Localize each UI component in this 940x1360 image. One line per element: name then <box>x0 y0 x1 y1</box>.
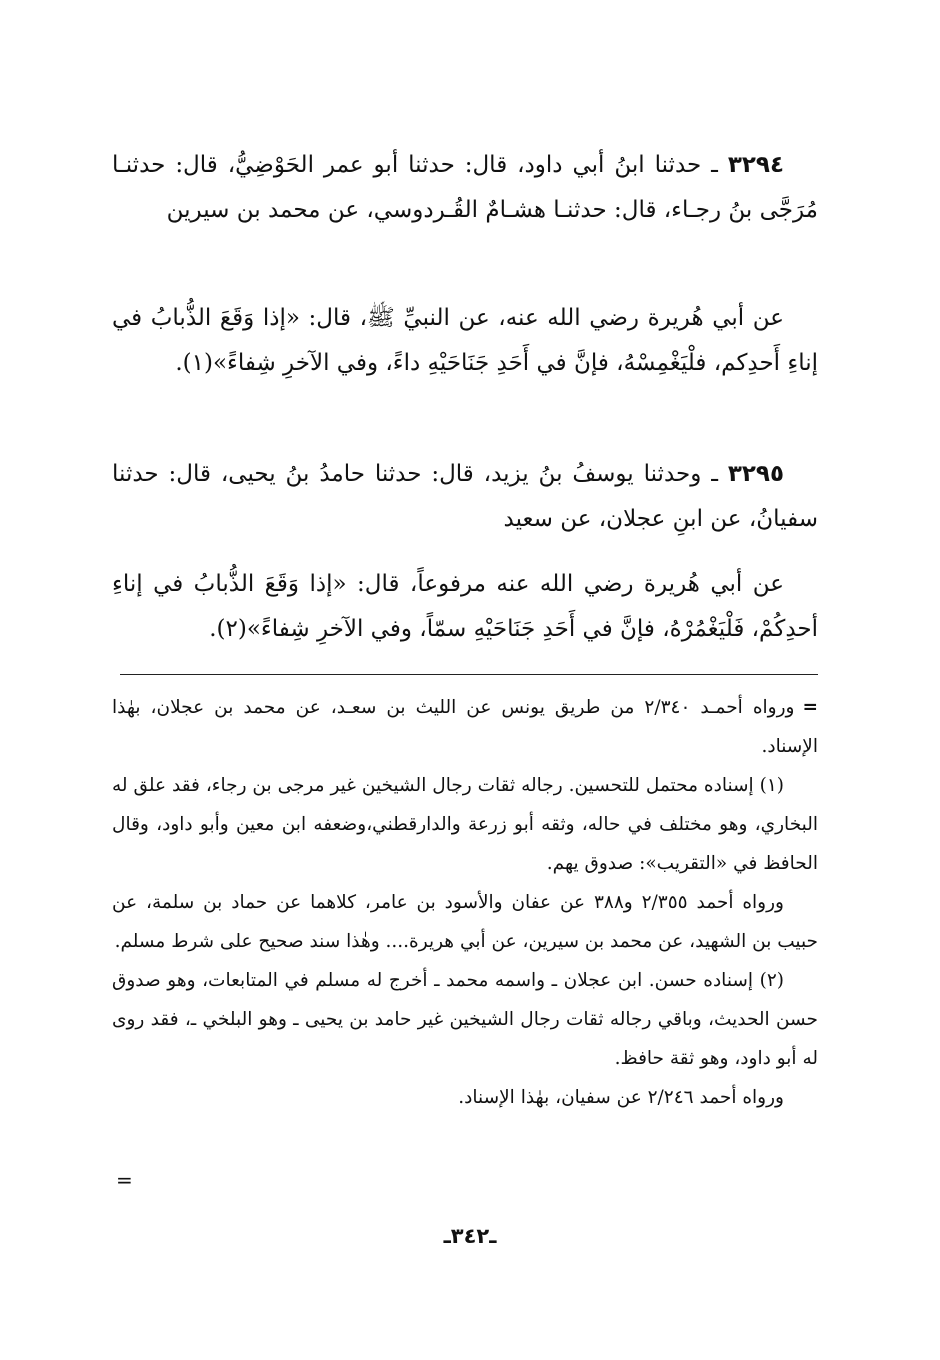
hadith-3294-isnad <box>112 143 818 233</box>
hadith-number: ٣٢٩٥ <box>727 461 785 487</box>
footnote-2-paragraph-2: ورواه أحمد ٢/٢٤٦ عن سفيان، بهٰذا الإسناد. <box>458 1087 784 1108</box>
isnad-text: ـ وحدثنا يوسفُ بنُ يزيد، قال: حدثنا حامدُ بنُ يحيى، قال: حدثنا سفيانُ، عن ابنِ عجلان، عن سعيد <box>112 461 818 532</box>
footnote-1-paragraph-1: (١) إسناده محتمل للتحسين. رجاله ثقات رجال الشيخين غير مرجى بن رجاء، فقد علق له البخاري، وهو مختلف في حاله، وثقه أبو زرعة والدارقطني،وضعفه ابن معين وأبو داود، وقال الحافظ في «التقريب»: صدوق يهم. <box>112 775 818 874</box>
footnote-1-paragraph-2: ورواه أحمد ٢/٣٥٥ و٣٨٨ عن عفان والأسود بن عامر، كلاهما عن حماد بن سلمة، عن حبيب بن الشهيد، عن محمد بن سيرين، عن أبي هريرة.... وهٰذا سند صحيح على شرط مسلم. <box>112 892 818 952</box>
hadith-3295-isnad <box>112 452 818 542</box>
hadith-3294-matn <box>112 296 818 386</box>
footnote-continuation: ورواه أحمـد ٢/٣٤٠ من طريق يونس عن الليث بن سعـد، عن محمد بن عجلان، بهٰذا الإسناد. <box>112 697 818 757</box>
footnotes <box>112 688 818 1117</box>
hadith-number: ٣٢٩٤ <box>727 152 784 178</box>
matn-text: عن أبي هُريرة رضي الله عنه مرفوعاً، قال: «إذا وَقَعَ الذُّبابُ في إناءِ أحدِكُمْ، فَلْيَغْمُرْهُ، فإنَّ في أَحَدِ جَنَاحَيْهِ سمّاً، وفي الآخرِ شِفاءً»(٢). <box>112 571 818 642</box>
footnote-divider <box>120 674 818 675</box>
hadith-3295-matn <box>112 562 818 652</box>
footnote-2-paragraph-1: (٢) إسناده حسن. ابن عجلان ـ واسمه محمد ـ أخرج له مسلم في المتابعات، وهو صدوق حسن الحديث، وباقي رجاله ثقات رجال الشيخين غير حامد بن يحيى ـ وهو البلخي ـ، فقد روى له أبو داود، وهو ثقة حافظ. <box>112 970 818 1069</box>
continued-mark: = <box>116 1168 133 1192</box>
isnad-text: ـ حدثنا ابنُ أبي داود، قال: حدثنا أبو عمر الحَوْضِيُّ، قال: حدثنـا مُرَجَّى بنُ رجـاء، قال: حدثنـا هشـامٌ القُـردوسي، عن محمد بن سيرين <box>112 152 818 223</box>
page-number: ـ٣٤٢ـ <box>443 1224 497 1248</box>
matn-text: عن أبي هُريرة رضي الله عنه، عن النبيِّ ﷺ، قال: «إذا وَقَعَ الذُّبابُ في إناءِ أَحدِكم، فلْيَغْمِسْهُ، فإنَّ في أَحَدِ جَنَاحَيْهِ داءً، وفي الآخرِ شِفاءً»(١). <box>112 305 818 376</box>
continuation-mark: = <box>802 697 818 718</box>
